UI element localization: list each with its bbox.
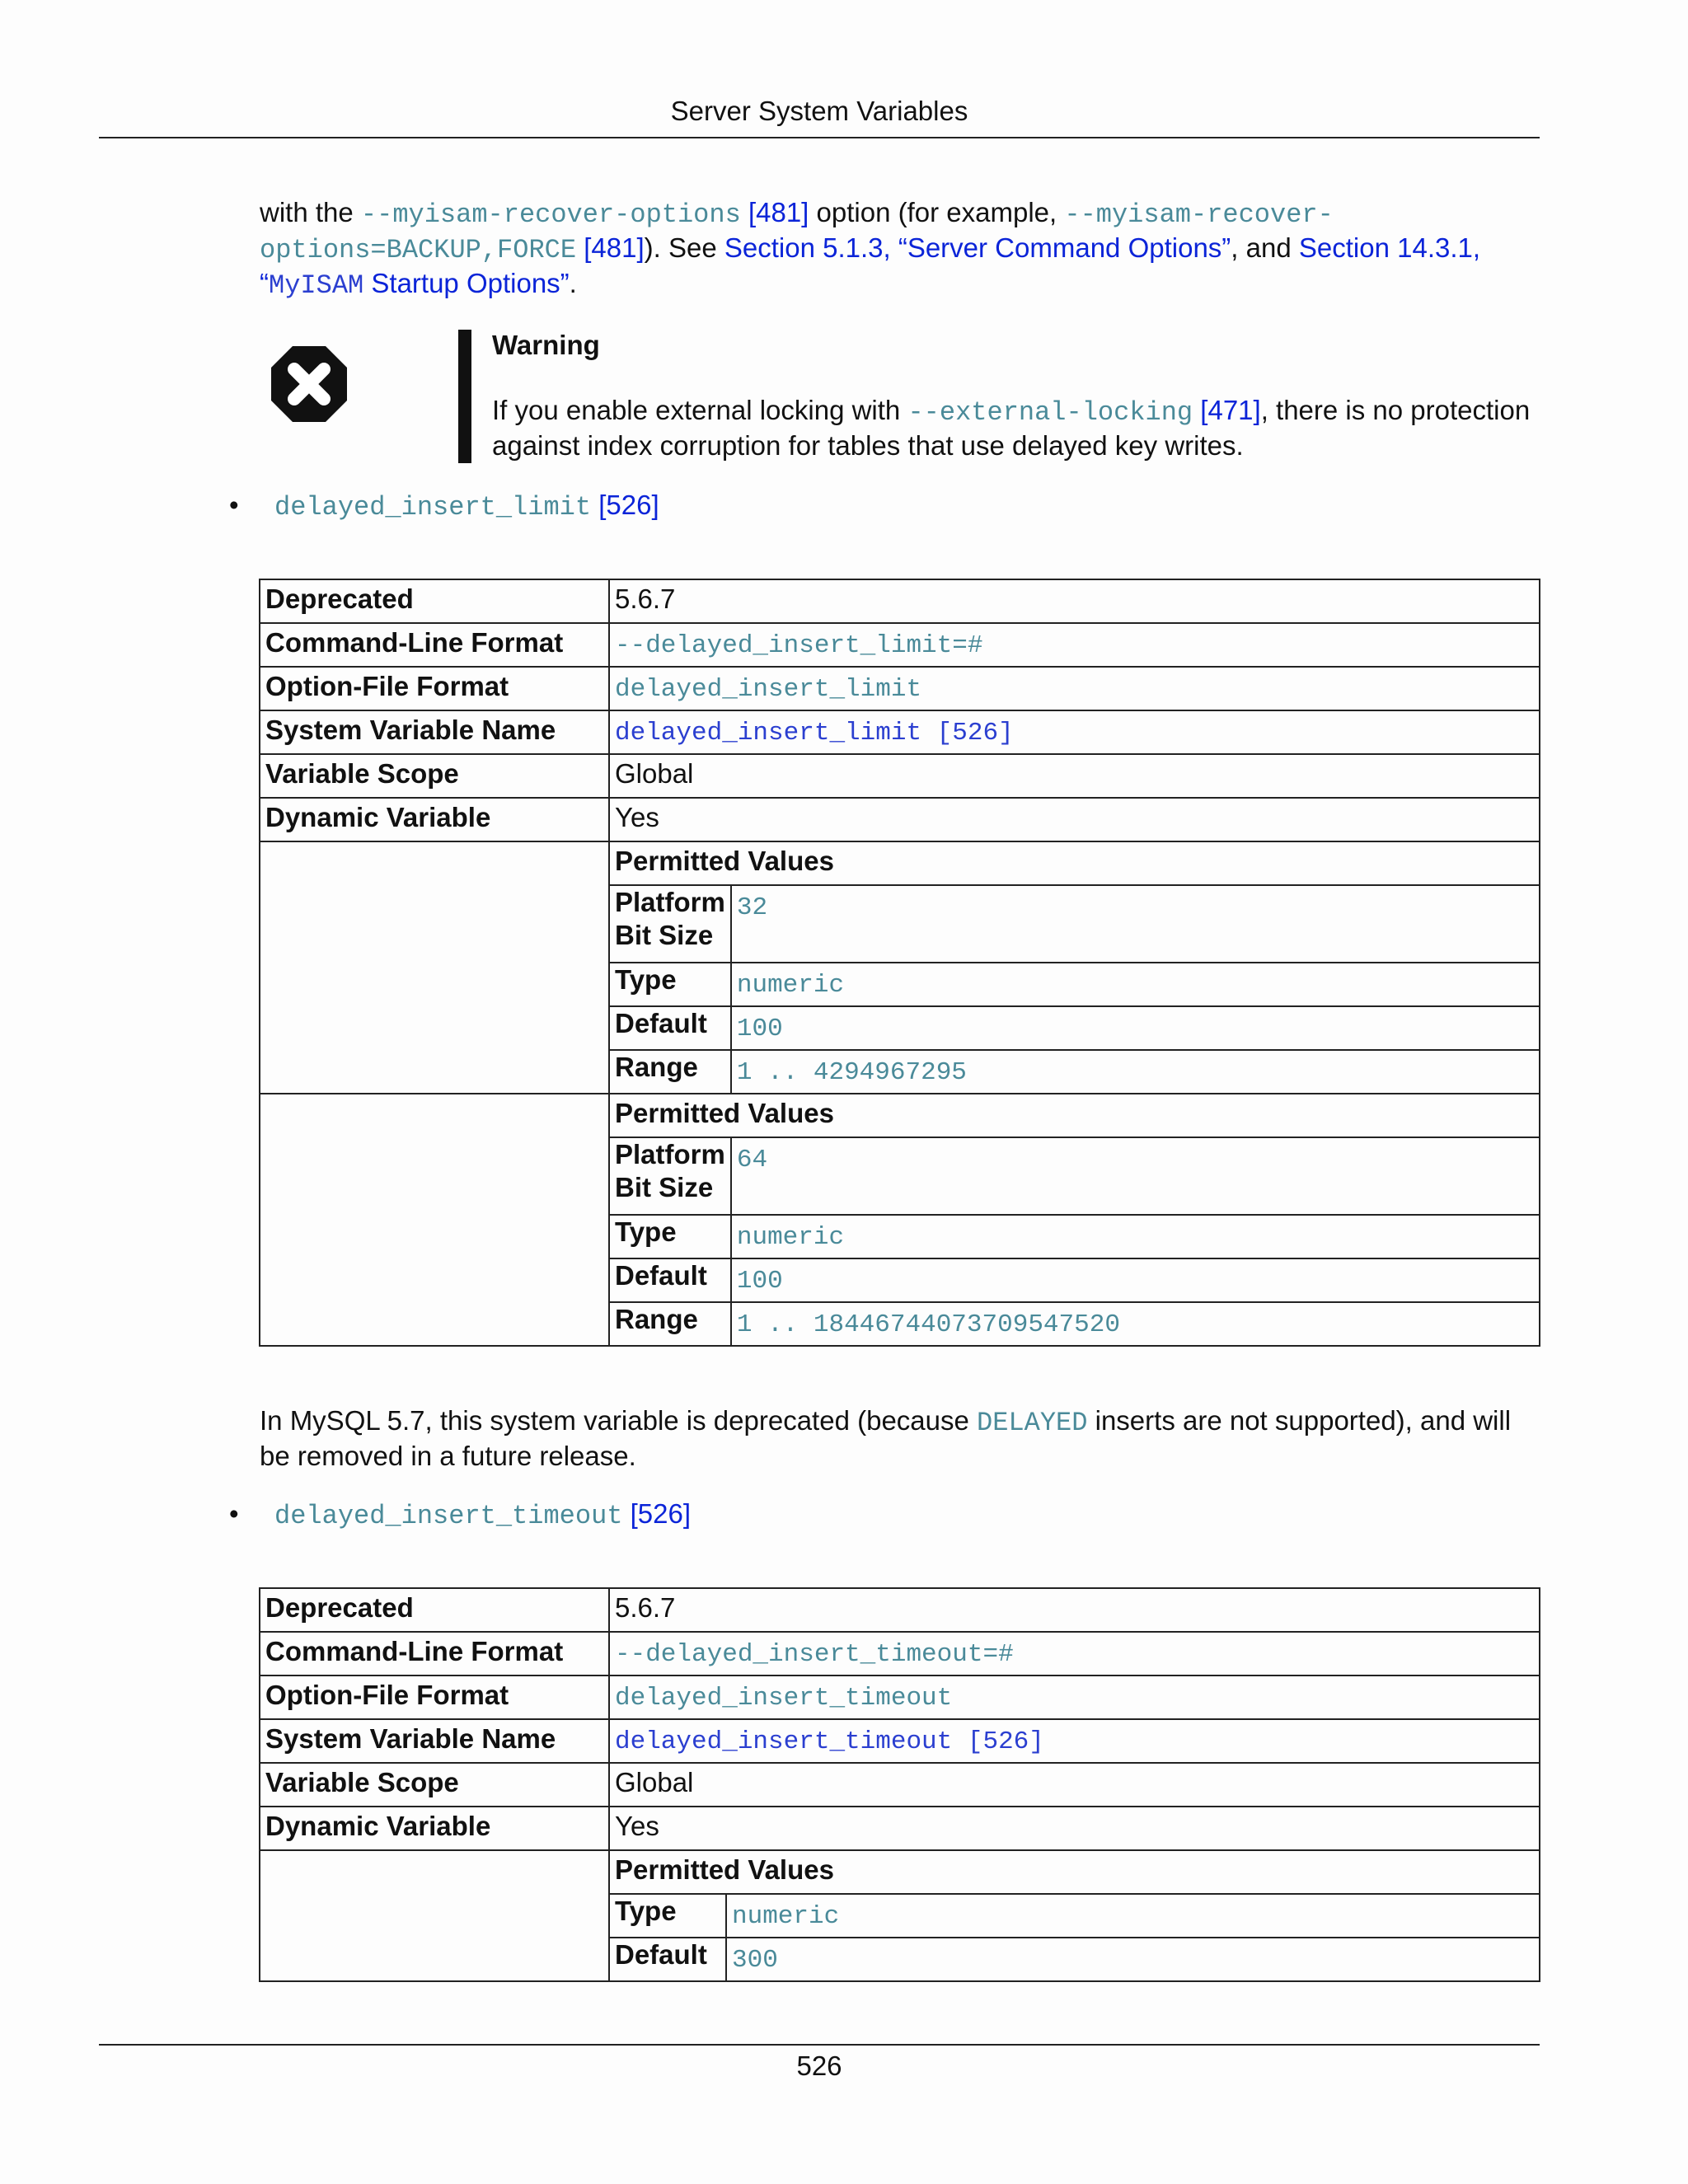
variable-scope-label: Variable Scope: [260, 754, 609, 798]
deprecated-value: 5.6.7: [609, 1588, 1540, 1632]
system-variable-name-link[interactable]: delayed_insert_timeout [526]: [615, 1727, 1044, 1756]
type-value: [731, 963, 1540, 1006]
range-label: Range: [609, 1302, 731, 1346]
external-locking-link[interactable]: --external-locking: [907, 397, 1193, 428]
deprecation-note: [260, 1404, 1541, 1473]
intro-text: with the: [260, 197, 361, 227]
option-file-format-value: [609, 667, 1540, 710]
type-code: numeric: [732, 1902, 840, 1931]
table-row: [260, 1094, 1540, 1137]
table-row: [260, 1763, 1540, 1807]
platform-bit-size-code: 32: [736, 893, 768, 922]
type-label: Type: [609, 1215, 731, 1258]
command-line-format-value: [609, 1632, 1540, 1675]
warning-x-octagon-icon: [270, 344, 349, 424]
empty-cell: [260, 1094, 609, 1346]
option-file-format-value: [609, 1675, 1540, 1719]
deprecated-label: Deprecated: [260, 1588, 609, 1632]
type-label: Type: [609, 963, 731, 1006]
table-row: [260, 841, 1540, 885]
intro-text: .: [569, 268, 577, 298]
intro-text: option (for example,: [809, 197, 1065, 227]
myisam-code[interactable]: MyISAM: [269, 270, 364, 301]
table-row: [260, 579, 1540, 623]
platform-bit-size-value: [731, 1137, 1540, 1215]
type-code: numeric: [736, 971, 845, 1000]
option-file-format-label: Option-File Format: [260, 1675, 609, 1719]
default-code: 100: [736, 1015, 783, 1043]
delayed-insert-limit-heading: [229, 490, 659, 523]
ref-481-link[interactable]: [481]: [584, 232, 645, 263]
server-command-options-link[interactable]: Section 5.1.3, “Server Command Options”: [724, 232, 1231, 263]
bit-size-label: Bit Size: [615, 1172, 714, 1202]
variable-scope-value: Global: [609, 1763, 1540, 1807]
option-file-format-label: Option-File Format: [260, 667, 609, 710]
table-row: [260, 623, 1540, 667]
system-variable-name-value: [609, 710, 1540, 754]
default-label: Default: [609, 1006, 731, 1050]
footer-rule: [99, 2044, 1540, 2046]
permitted-values-heading: Permitted Values: [609, 841, 1540, 885]
option-file-format-code: delayed_insert_timeout: [615, 1684, 953, 1713]
variable-scope-value: Global: [609, 754, 1540, 798]
range-label: Range: [609, 1050, 731, 1094]
ref-481-link[interactable]: [481]: [748, 197, 809, 227]
range-code: 1 .. 4294967295: [736, 1058, 967, 1087]
command-line-format-label: Command-Line Format: [260, 1632, 609, 1675]
dynamic-variable-value: Yes: [609, 1807, 1540, 1850]
warning-title: Warning: [492, 330, 600, 360]
command-line-format-label: Command-Line Format: [260, 623, 609, 667]
platform-bit-size-code: 64: [736, 1146, 768, 1174]
delayed-insert-timeout-heading: [229, 1498, 691, 1531]
system-variable-name-label: System Variable Name: [260, 710, 609, 754]
page-header-title: Server System Variables: [670, 96, 968, 126]
range-code: 1 .. 18446744073709547520: [736, 1310, 1120, 1339]
option-file-format-code: delayed_insert_limit: [615, 675, 922, 704]
table-row: [260, 754, 1540, 798]
type-value: [731, 1215, 1540, 1258]
command-line-format-code: --delayed_insert_timeout=#: [615, 1640, 1014, 1669]
default-label: Default: [609, 1938, 726, 1981]
system-variable-name-value: [609, 1719, 1540, 1763]
type-label: Type: [609, 1894, 726, 1938]
table-row: [260, 710, 1540, 754]
table-row: [260, 1588, 1540, 1632]
example-code-part: --myisam-recover-: [1064, 199, 1334, 230]
default-value: [731, 1258, 1540, 1302]
empty-cell: [260, 841, 609, 1094]
default-label: Default: [609, 1258, 731, 1302]
table-row: [260, 1632, 1540, 1675]
header-rule: [99, 137, 1540, 138]
platform-bit-size-value: [731, 885, 1540, 963]
ref-526-link[interactable]: [526]: [598, 490, 659, 520]
table-row: [260, 1719, 1540, 1763]
system-variable-name-link[interactable]: delayed_insert_limit [526]: [615, 719, 1014, 748]
warning-text-part: , there is no protection against index corruption for tables that use delayed key writes.: [492, 395, 1531, 461]
range-value: [731, 1302, 1540, 1346]
table-row: [260, 798, 1540, 841]
warning-text-part: If you enable external locking with: [492, 395, 908, 425]
ref-471-link[interactable]: [471]: [1200, 395, 1261, 425]
dynamic-variable-value: Yes: [609, 798, 1540, 841]
intro-paragraph: [260, 196, 1541, 302]
platform-label: Platform: [615, 1139, 725, 1169]
default-value: [731, 1006, 1540, 1050]
command-line-format-code: --delayed_insert_limit=#: [615, 631, 983, 660]
warning-bar: [458, 330, 471, 463]
default-value: [726, 1938, 1540, 1981]
bullet: •: [229, 490, 239, 520]
table-row: [260, 1675, 1540, 1719]
permitted-values-heading: Permitted Values: [609, 1850, 1540, 1894]
delayed-insert-timeout-link[interactable]: delayed_insert_timeout: [274, 1501, 623, 1531]
delayed-insert-timeout-table: [259, 1587, 1540, 1982]
bit-size-label: Bit Size: [615, 920, 714, 950]
warning-text: [492, 394, 1539, 462]
default-code: 100: [736, 1267, 783, 1296]
default-code: 300: [732, 1946, 778, 1975]
quote-mark: “: [260, 268, 269, 298]
myisam-startup-options-link[interactable]: Section 14.3.1,: [1298, 232, 1481, 263]
dynamic-variable-label: Dynamic Variable: [260, 1807, 609, 1850]
ref-526-link[interactable]: [526]: [630, 1498, 692, 1529]
platform-label: Platform: [615, 887, 725, 917]
delayed-insert-limit-table: [259, 579, 1540, 1347]
bullet: •: [229, 1498, 239, 1529]
empty-cell: [260, 1850, 609, 1981]
deprecated-value: 5.6.7: [609, 579, 1540, 623]
variable-scope-label: Variable Scope: [260, 1763, 609, 1807]
myisam-recover-options-link[interactable]: --myisam-recover-options: [360, 199, 741, 230]
page-number: 526: [796, 2050, 842, 2081]
intro-text: ). See: [644, 232, 724, 263]
delayed-code: DELAYED: [977, 1408, 1088, 1438]
intro-text: , and: [1231, 232, 1299, 263]
example-code-part: options=BACKUP,FORCE: [260, 235, 577, 265]
table-row: [260, 667, 1540, 710]
type-value: [726, 1894, 1540, 1938]
type-code: numeric: [736, 1223, 845, 1252]
table-row: [260, 1850, 1540, 1894]
delayed-insert-limit-link[interactable]: delayed_insert_limit: [274, 492, 592, 523]
note-text: inserts are not supported), and will be removed in a future release.: [260, 1405, 1512, 1471]
dynamic-variable-label: Dynamic Variable: [260, 798, 609, 841]
note-text: In MySQL 5.7, this system variable is deprecated (because: [260, 1405, 978, 1436]
table-row: [260, 1807, 1540, 1850]
permitted-values-heading: Permitted Values: [609, 1094, 1540, 1137]
range-value: [731, 1050, 1540, 1094]
command-line-format-value: [609, 623, 1540, 667]
platform-bit-size-label: [609, 885, 731, 963]
platform-bit-size-label: [609, 1137, 731, 1215]
deprecated-label: Deprecated: [260, 579, 609, 623]
startup-options-link[interactable]: Startup Options”: [363, 268, 570, 298]
system-variable-name-label: System Variable Name: [260, 1719, 609, 1763]
